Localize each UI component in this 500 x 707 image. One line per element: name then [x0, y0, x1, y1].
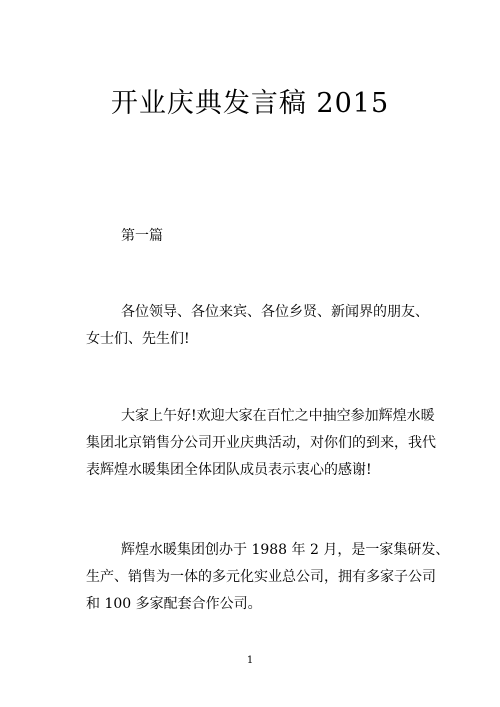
- paragraph-company-intro: [86, 537, 450, 618]
- document-title: 开业庆典发言稿 2015: [110, 88, 390, 119]
- paragraph-line: 女士们、先生们!: [86, 331, 190, 347]
- paragraph-welcome: [86, 403, 436, 484]
- section-heading: 第一篇: [121, 228, 163, 244]
- paragraph-line: 表辉煌水暖集团全体团队成员表示衷心的感谢!: [86, 462, 372, 478]
- paragraph-line: 集团北京销售分公司开业庆典活动，对你们的到来，我代: [86, 435, 436, 451]
- paragraph-line: 各位领导、各位来宾、各位乡贤、新闻界的朋友、: [121, 304, 429, 320]
- paragraph-line: 大家上午好!欢迎大家在百忙之中抽空参加辉煌水暖: [121, 408, 435, 424]
- paragraph-greeting: [86, 299, 429, 353]
- paragraph-line: 和 100 多家配套合作公司。: [86, 596, 262, 612]
- paragraph-line: 辉煌水暖集团创办于 1988 年 2 月，是一家集研发、: [121, 542, 450, 558]
- page-number: 1: [246, 655, 254, 666]
- paragraph-line: 生产、销售为一体的多元化实业总公司，拥有多家子公司: [86, 569, 436, 585]
